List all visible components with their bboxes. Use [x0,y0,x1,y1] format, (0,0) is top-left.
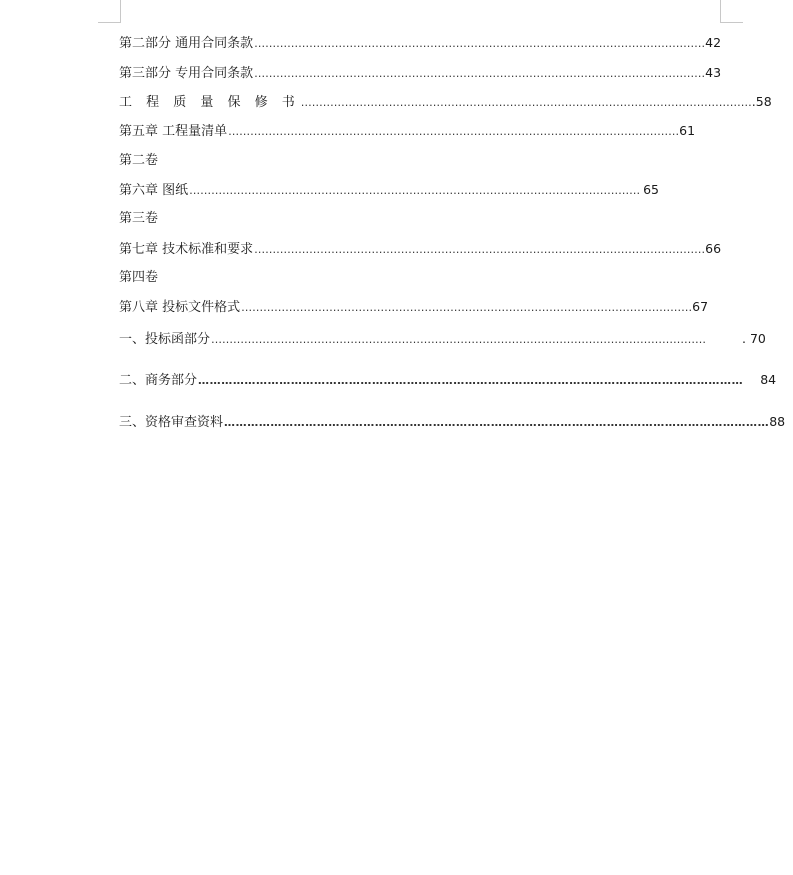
toc-entry[interactable] [119,240,722,259]
toc-entry-page: 61 [679,123,696,138]
toc-entry-page: .58 [751,94,772,109]
toc-entry-label: 一、投标函部分 [119,332,211,347]
toc-entry-page: 42 [705,35,722,50]
toc-entry-label: 第三部分 专用合同条款 [119,66,254,81]
toc-leader-dots: …………………………………………………………………………………………………………… [189,184,641,197]
toc-entry-label: 三、资格审查资料 [119,415,224,430]
toc-leader-dots: …………………………………………………………………………………………………………… [254,67,706,80]
toc-entry-page: 88 [769,414,786,429]
toc-leader-dots: …………………………………………………………………………………………………………………………… [224,416,770,429]
toc-entry-page: . 70 [742,331,766,346]
toc-leader-dots: ……………………………………………………………………………………………………………………… [211,333,707,346]
toc-entry-label: 第四卷 [119,270,159,285]
toc-entry[interactable] [119,298,709,317]
toc-entry[interactable] [119,93,772,112]
toc-entry-page: 43 [705,65,722,80]
toc-entry-page: 84 [760,372,777,387]
toc-entry-label: 第八章 投标文件格式 [119,300,241,315]
toc-volume-heading[interactable] [119,269,158,287]
page-corner-mark-top-left [98,0,121,23]
toc-entry[interactable] [119,122,696,141]
toc-leader-dots: …………………………………………………………………………………………………………… [300,96,752,109]
toc-entry-label: 二、商务部分 [119,373,198,388]
toc-entry-page: 66 [705,241,722,256]
toc-leader-dots: …………………………………………………………………………………………………………… [241,301,693,314]
toc-entry-label: 第二卷 [119,153,159,168]
toc-entry-label: 第二部分 通用合同条款 [119,36,254,51]
toc-entry-label: 工 程 质 量 保 修 书 [119,95,300,110]
toc-entry[interactable] [119,330,766,349]
toc-entry-label: 第六章 图纸 [119,183,189,198]
toc-leader-dots: …………………………………………………………………………………………………………… [228,125,680,138]
toc-entry-label: 第七章 技术标准和要求 [119,242,254,257]
toc-entry-label: 第五章 工程量清单 [119,124,228,139]
toc-entry[interactable] [119,64,722,83]
toc-volume-heading[interactable] [119,210,158,228]
toc-entry[interactable] [119,34,722,53]
toc-entry[interactable] [119,181,659,200]
toc-leader-dots: …………………………………………………………………………………………………………………………… [198,374,744,387]
toc-entry[interactable] [119,371,777,390]
toc-volume-heading[interactable] [119,152,158,170]
toc-leader-dots: …………………………………………………………………………………………………………… [254,37,706,50]
page-corner-mark-top-right [720,0,743,23]
toc-leader-dots: …………………………………………………………………………………………………………… [254,243,706,256]
toc-entry[interactable] [119,413,786,432]
toc-entry-page: 65 [643,182,659,197]
toc-entry-page: 67 [692,299,709,314]
toc-entry-label: 第三卷 [119,211,159,226]
